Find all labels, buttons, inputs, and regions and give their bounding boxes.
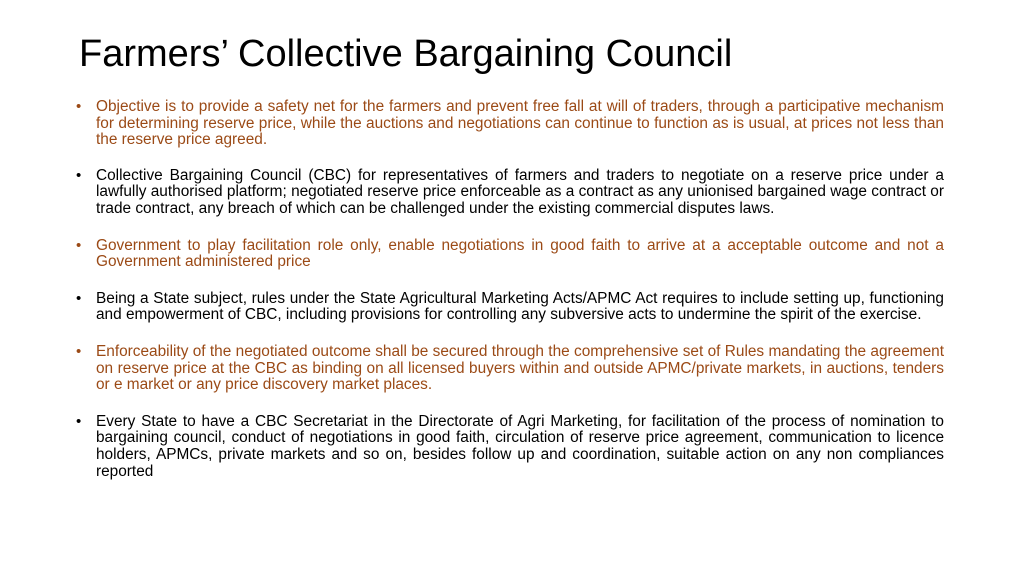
bullet-text: Enforceability of the negotiated outcome shall be secured through the comprehensive set of Rules mandating the agreement on reserve price at the CBC as binding on all licensed buyers within and outside APMC/private markets, in auctions, tenders or e market or any price discovery market places.	[96, 342, 944, 394]
bullet-dot-icon: •	[76, 166, 82, 184]
bullet-dot-icon: •	[76, 98, 82, 115]
bullet-text: Government to play facilitation role only, enable negotiations in good faith to arrive at a acceptable outcome and not a Government administered price	[96, 236, 944, 271]
bullet-item-cbc	[76, 168, 944, 218]
bullet-dot-icon: •	[76, 236, 82, 254]
bullet-item-secretariat	[76, 414, 944, 480]
bullet-item-government-role	[76, 238, 944, 271]
bullet-item-objective	[76, 99, 944, 149]
bullet-dot-icon: •	[76, 289, 82, 307]
bullet-text: Every State to have a CBC Secretariat in the Directorate of Agri Marketing, for facilitation of the process of nomination to bargaining council, conduct of negotiations in good faith, circulation of reserve price agreement, communication to licence holders, APMCs, private markets and so on, besides follow up and coordination, suitable action on any non compliances reported	[96, 412, 944, 480]
bullet-dot-icon: •	[76, 342, 82, 360]
bullet-item-state-subject	[76, 291, 944, 324]
bullet-list	[76, 99, 944, 480]
bullet-item-enforceability	[76, 344, 944, 394]
bullet-text: Collective Bargaining Council (CBC) for representatives of farmers and traders to negotiate on a reserve price under a lawfully authorised platform; negotiated reserve price enforceable as a contract as any unionised bargained wage contract or trade contract, any breach of which can be challenged under the existing commercial disputes laws.	[96, 166, 944, 217]
bullet-text: Being a State subject, rules under the State Agricultural Marketing Acts/APMC Act requires to include setting up, functioning and empowerment of CBC, including provisions for controlling any subversive acts to undermine the spirit of the exercise.	[96, 289, 944, 324]
bullet-text: Objective is to provide a safety net for the farmers and prevent free fall at will of traders, through a participative mechanism for determining reserve price, while the auctions and negotiations can continue to function as is usual, at prices not less than the reserve price agreed.	[96, 98, 944, 149]
bullet-dot-icon: •	[76, 412, 82, 430]
slide-title: Farmers’ Collective Bargaining Council	[79, 33, 733, 75]
